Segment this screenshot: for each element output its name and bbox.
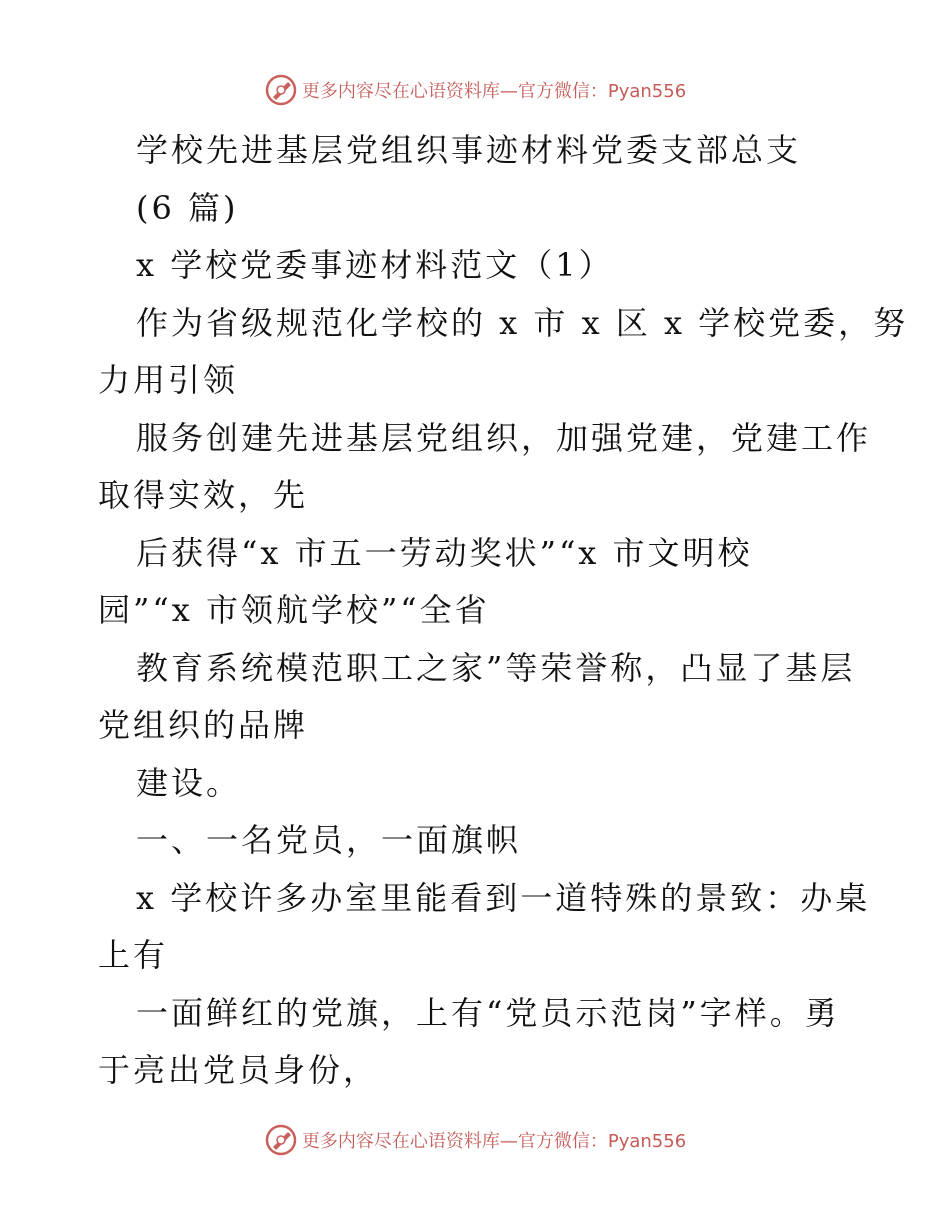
watermark-text: 更多内容尽在心语资料库—官方微信：Pyan556 bbox=[301, 81, 687, 102]
section-heading: x 学校党委事迹材料范文（1） bbox=[136, 246, 614, 284]
paragraph-line: 后获得“x 市五一劳动奖状”“x 市文明校 bbox=[136, 533, 753, 572]
watermark-text: 更多内容尽在心语资料库—官方微信：Pyan556 bbox=[301, 1131, 687, 1152]
paragraph-line: 力用引领 bbox=[98, 361, 239, 399]
watermark-footer bbox=[0, 1122, 950, 1158]
paragraph-line: 作为省级规范化学校的 x 市 x 区 x 学校党委，努 bbox=[136, 303, 909, 342]
subheading: 一、一名党员，一面旗帜 bbox=[136, 821, 522, 859]
paragraph-line: 于亮出党员身份， bbox=[98, 1051, 379, 1089]
doc-title-line-2: (6 篇) bbox=[136, 188, 239, 227]
logo-icon bbox=[264, 1123, 298, 1157]
paragraph-line: x 学校许多办室里能看到一道特殊的景致：办桌 bbox=[136, 878, 871, 917]
paragraph-line: 党组织的品牌 bbox=[98, 706, 309, 744]
paragraph-line: 建设。 bbox=[136, 763, 242, 802]
paragraph-line: 服务创建先进基层党组织，加强党建，党建工作 bbox=[136, 418, 872, 457]
paragraph-line: 取得实效，先 bbox=[98, 476, 309, 514]
paragraph-line: 园”“x 市领航学校”“全省 bbox=[98, 591, 490, 629]
logo-icon bbox=[264, 73, 298, 107]
doc-title-line-1: 学校先进基层党组织事迹材料党委支部总支 bbox=[136, 131, 802, 169]
paragraph-line: 一面鲜红的党旗，上有“党员示范岗”字样。勇 bbox=[136, 993, 840, 1032]
watermark-header bbox=[0, 72, 950, 108]
paragraph-line: 教育系统模范职工之家”等荣誉称，凸显了基层 bbox=[136, 648, 856, 687]
paragraph-line: 上有 bbox=[98, 936, 169, 974]
document-body bbox=[98, 122, 909, 1100]
